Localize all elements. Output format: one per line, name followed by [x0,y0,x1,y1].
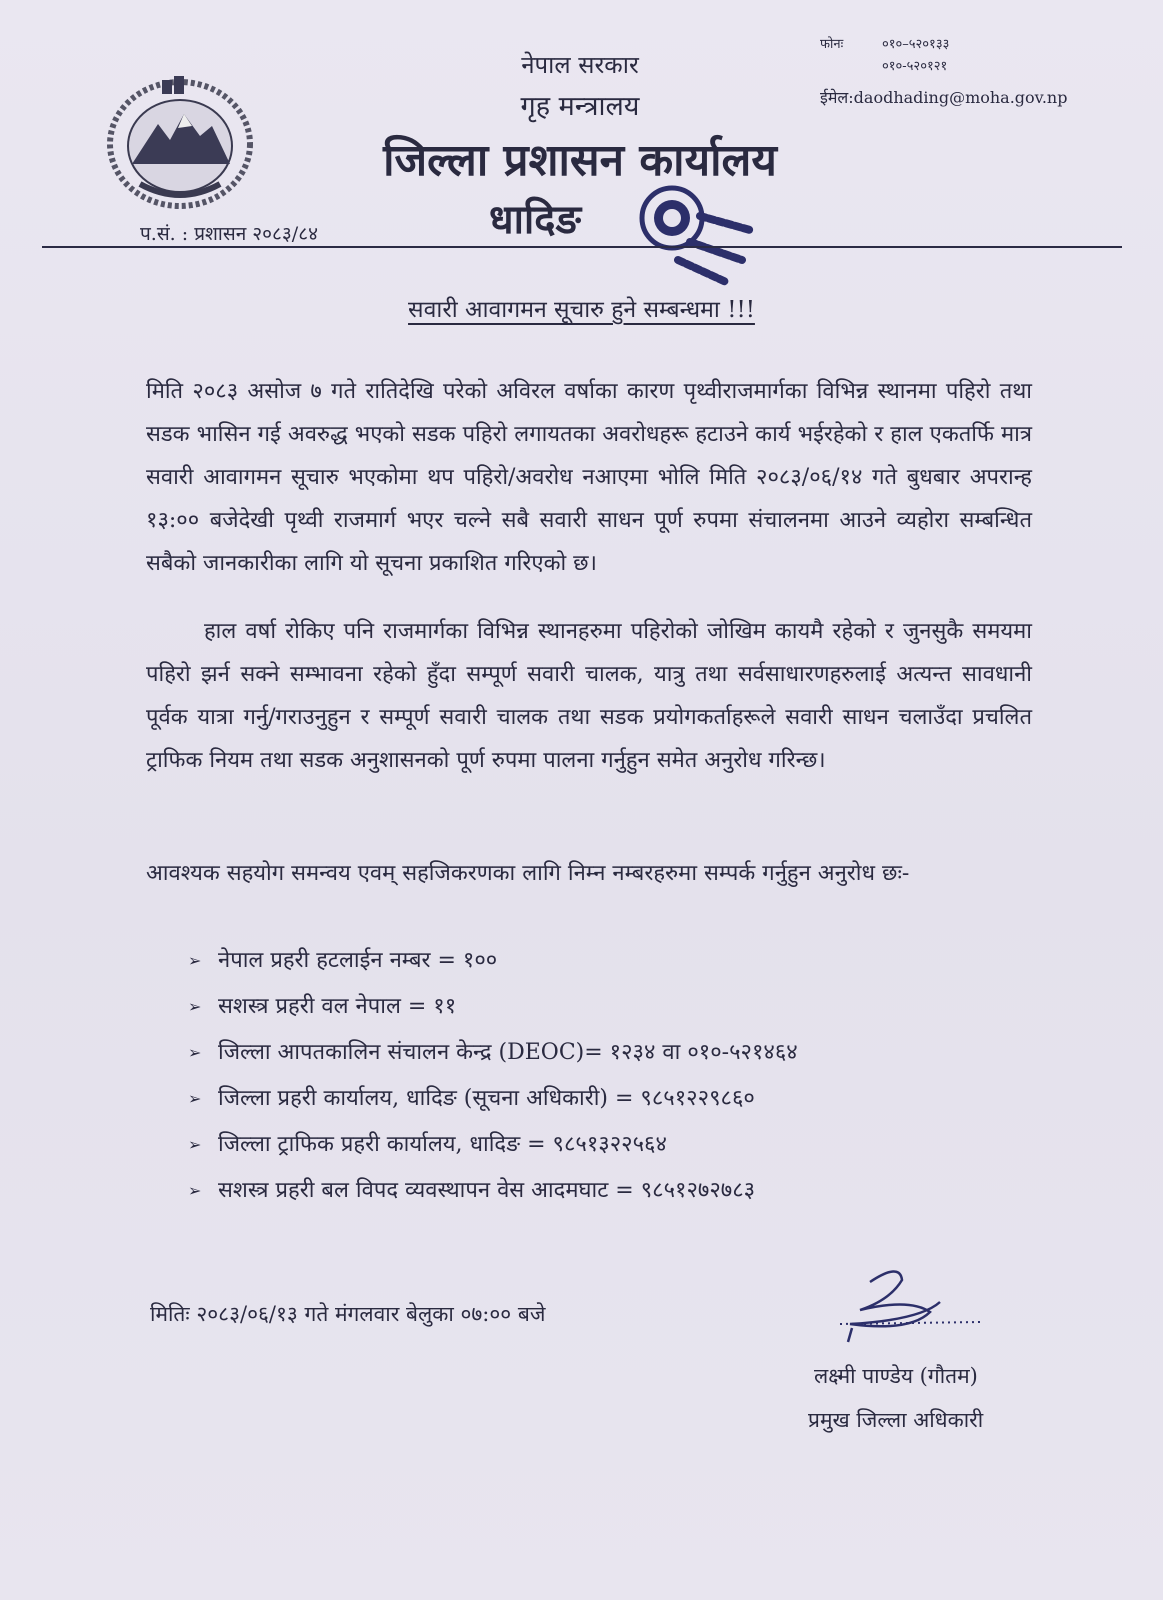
list-item [188,938,798,984]
handwritten-signature [830,1262,1000,1352]
signer-title: प्रमुख जिल्ला अधिकारी [808,1408,984,1432]
office-name: जिल्ला प्रशासन कार्यालय [383,135,777,186]
list-item [188,1076,798,1122]
list-item [188,1168,798,1214]
subject-heading [0,292,1163,324]
arrow-bullet-icon: ➢ [188,1181,202,1200]
phone-number-1: ०१०–५२०१३३ [882,37,950,52]
contact-traffic-police: जिल्ला ट्राफिक प्रहरी कार्यालय, धादिङ = ९८५१३२२५६४ [218,1132,667,1157]
subject-text: सवारी आवागमन सूचारु हुने सम्बन्धमा !!! [408,297,755,323]
issue-date: मितिः २०८३/०६/१३ गते मंगलवार बेलुका ०७:०० बजे [150,1302,546,1326]
phone-number-2: ०१०-५२०१२१ [882,59,948,74]
contact-deoc: जिल्ला आपतकालिन संचालन केन्द्र (DEOC)= १२३४ वा ०१०-५२१४६४ [218,1040,798,1065]
list-item [188,984,798,1030]
contact-district-police: जिल्ला प्रहरी कार्यालय, धादिङ (सूचना अधिकारी) = ९८५१२२९८६० [218,1086,755,1111]
paragraph-3: आवश्यक सहयोग समन्वय एवम् सहजिकरणका लागि निम्न नम्बरहरुमा सम्पर्क गर्नुहुन अनुरोध छः- [146,861,910,886]
contact-armed-police: सशस्त्र प्रहरी वल नेपाल = ११ [218,994,457,1019]
coat-of-arms-icon [100,66,260,216]
list-item [188,1030,798,1076]
reference-number: प.सं. : प्रशासन २०८३/८४ [140,223,318,245]
arrow-bullet-icon: ➢ [188,1089,202,1108]
government-name: नेपाल सरकार [521,51,639,79]
ministry-name: गृह मन्त्रालय [520,91,640,122]
phone-label: फोनः [820,37,844,52]
district-name: धादिङ [488,196,582,243]
phone-block [820,34,949,78]
office-seal-icon [630,180,760,290]
list-item [188,1122,798,1168]
paragraph-1: मिति २०८३ असोज ७ गते रातिदेखि परेको अविरल वर्षाका कारण पृथ्वीराजमार्गका विभिन्न स्थानमा पहिरो तथा सडक भासिन गई अवरुद्ध भएको सडक पहिरो लगायतका अवरोधहरू हटाउने कार्य भईरहेको र हाल एकतर्फि मात्र सवारी आवागमन सूचारु भएकोमा थप पहिरो/अवरोध नआएमा भोलि मिति २०८३/०६/१४ गते बुधबार अपरान्ह १३:०० बजेदेखी पृथ्वी राजमार्ग भएर चल्ने सबै सवारी साधन पूर्ण रुपमा संचालनमा आउने व्यहोरा सम्बन्धित सबैको जानकारीका लागि यो सूचना प्रकाशित गरिएको छ। [146,379,1032,576]
header-divider [42,246,1122,248]
arrow-bullet-icon: ➢ [188,997,202,1016]
contact-list [188,938,798,1214]
arrow-bullet-icon: ➢ [188,951,202,970]
arrow-bullet-icon: ➢ [188,1043,202,1062]
arrow-bullet-icon: ➢ [188,1135,202,1154]
paragraph-2: हाल वर्षा रोकिए पनि राजमार्गका विभिन्न स्थानहरुमा पहिरोको जोखिम कायमै रहेको र जुनसुकै समयमा पहिरो झर्न सक्ने सम्भावना रहेको हुँदा सम्पूर्ण सवारी चालक, यात्रु तथा सर्वसाधारणहरुलाई अत्यन्त सावधानी पूर्वक यात्रा गर्नु/गराउनुहुन र सम्पूर्ण सवारी चालक तथा सडक प्रयोगकर्ताहरूले सवारी साधन चलाउँदा प्रचलित ट्राफिक नियम तथा सडक अनुशासनको पूर्ण रुपमा पालना गर्नुहुन समेत अनुरोध गरिन्छ। [146,619,1032,773]
email-address: ईमेल:daodhading@moha.gov.np [820,88,1068,107]
signer-name: लक्ष्मी पाण्डेय (गौतम) [814,1364,978,1388]
contact-police-hotline: नेपाल प्रहरी हटलाईन नम्बर = १०० [218,948,498,973]
contact-disaster-base: सशस्त्र प्रहरी बल विपद व्यवस्थापन वेस आदमघाट = ९८५१२७२७८३ [218,1178,756,1203]
